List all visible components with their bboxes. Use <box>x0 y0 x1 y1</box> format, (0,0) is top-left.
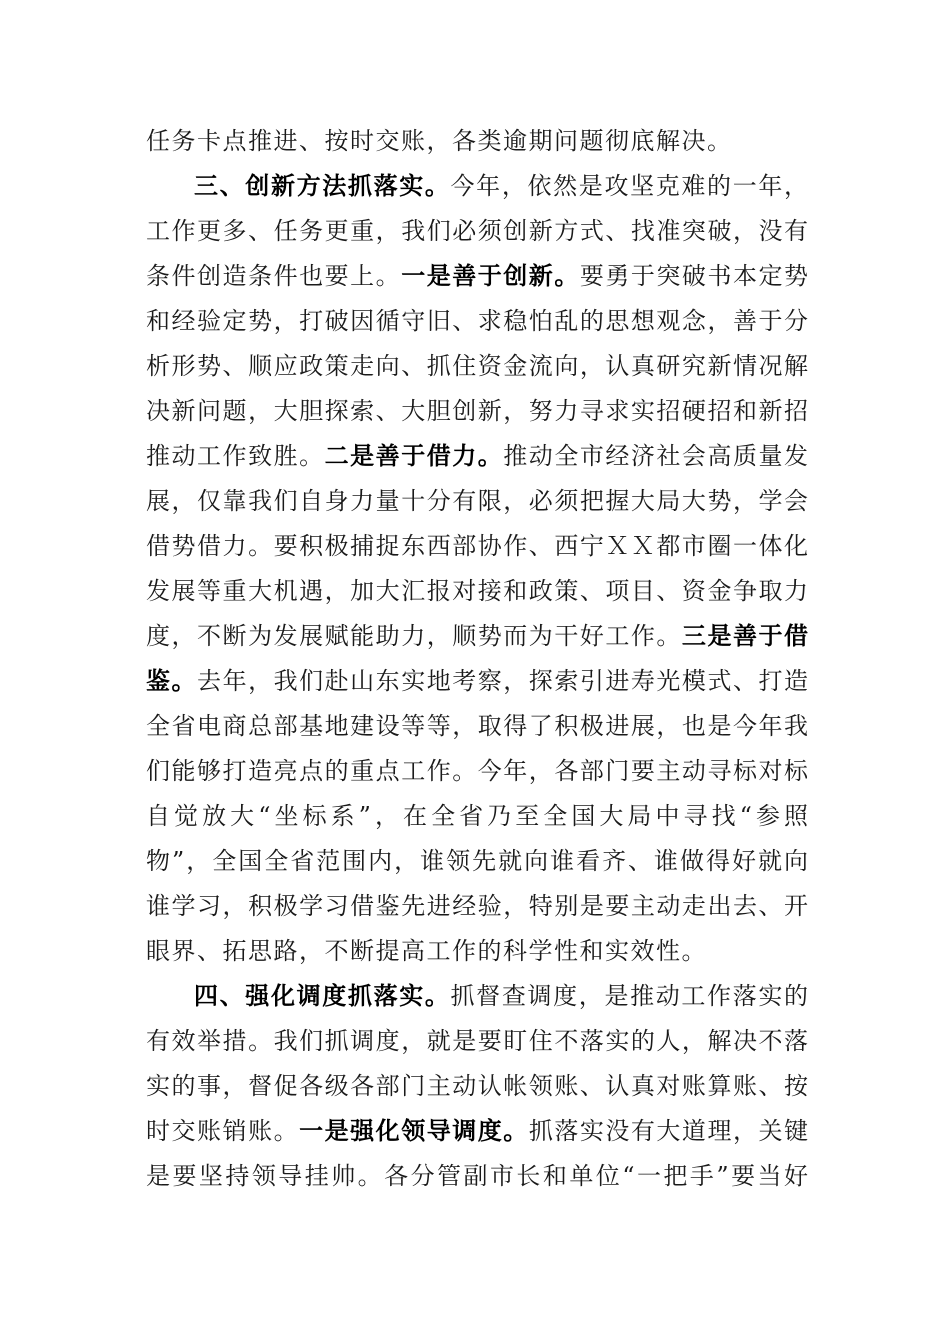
section-heading: 四、强化调度抓落实。 <box>194 982 451 1010</box>
text-line: 展，仅靠我们自身力量十分有限，必须把握大局大势，学会 <box>146 487 808 515</box>
point-heading: 二是善于借力。 <box>324 442 504 470</box>
point-heading: 三是善于借 <box>681 622 809 650</box>
text-line: 决新问题，大胆探索、大胆创新，努力寻求实招硬招和新招 <box>146 397 808 425</box>
text-line: 实的事，督促各级各部门主动认帐领账、认真对账算账、按 <box>146 1072 808 1100</box>
text-line: 谁学习，积极学习借鉴先进经验，特别是要主动走出去、开 <box>146 892 808 920</box>
text-line: 和经验定势，打破因循守旧、求稳怕乱的思想观念，善于分 <box>146 307 808 335</box>
text-line: 发展等重大机遇，加大汇报对接和政策、项目、资金争取力 <box>146 577 808 605</box>
text-line: 度，不断为发展赋能助力，顺势而为干好工作。三是善于借 <box>146 622 809 650</box>
point-heading: 一是善于创新。 <box>401 262 580 290</box>
text-line: 任务卡点推进、按时交账，各类逾期问题彻底解决。 <box>146 127 733 155</box>
text-line: 们能够打造亮点的重点工作。今年，各部门要主动寻标对标 <box>146 757 808 785</box>
text-line: 析形势、顺应政策走向、抓住资金流向，认真研究新情况解 <box>146 352 808 380</box>
section-heading: 三、创新方法抓落实。 <box>194 172 451 200</box>
text-line: 眼界、拓思路，不断提高工作的科学性和实效性。 <box>146 937 707 965</box>
text-line: 物”，全国全省范围内，谁领先就向谁看齐、谁做得好就向 <box>146 847 808 875</box>
point-heading: 一是强化领导调度。 <box>299 1117 529 1145</box>
text-line: 条件创造条件也要上。一是善于创新。要勇于突破书本定势 <box>146 262 809 290</box>
text-line: 是要坚持领导挂帅。各分管副市长和单位“一把手”要当好 <box>146 1162 808 1190</box>
text-line: 时交账销账。一是强化领导调度。抓落实没有大道理，关键 <box>146 1117 809 1145</box>
point-heading: 鉴。 <box>146 667 198 695</box>
text-line: 推动工作致胜。二是善于借力。推动全市经济社会高质量发 <box>146 442 809 470</box>
text-line: 自觉放大“坐标系”，在全省乃至全国大局中寻找“参照 <box>146 802 808 830</box>
text-line: 借势借力。要积极捕捉东西部协作、西宁ＸＸ都市圈一体化 <box>146 532 808 560</box>
text-line: 工作更多、任务更重，我们必须创新方式、找准突破，没有 <box>146 217 808 245</box>
text-line: 有效举措。我们抓调度，就是要盯住不落实的人，解决不落 <box>146 1027 808 1055</box>
section-heading-line: 三、创新方法抓落实。今年，依然是攻坚克难的一年， <box>194 172 809 200</box>
section-heading-line: 四、强化调度抓落实。抓督查调度，是推动工作落实的 <box>194 982 809 1010</box>
text-line: 全省电商总部基地建设等等，取得了积极进展，也是今年我 <box>146 712 808 740</box>
text-line: 鉴。去年，我们赴山东实地考察，探索引进寿光模式、打造 <box>146 667 809 695</box>
